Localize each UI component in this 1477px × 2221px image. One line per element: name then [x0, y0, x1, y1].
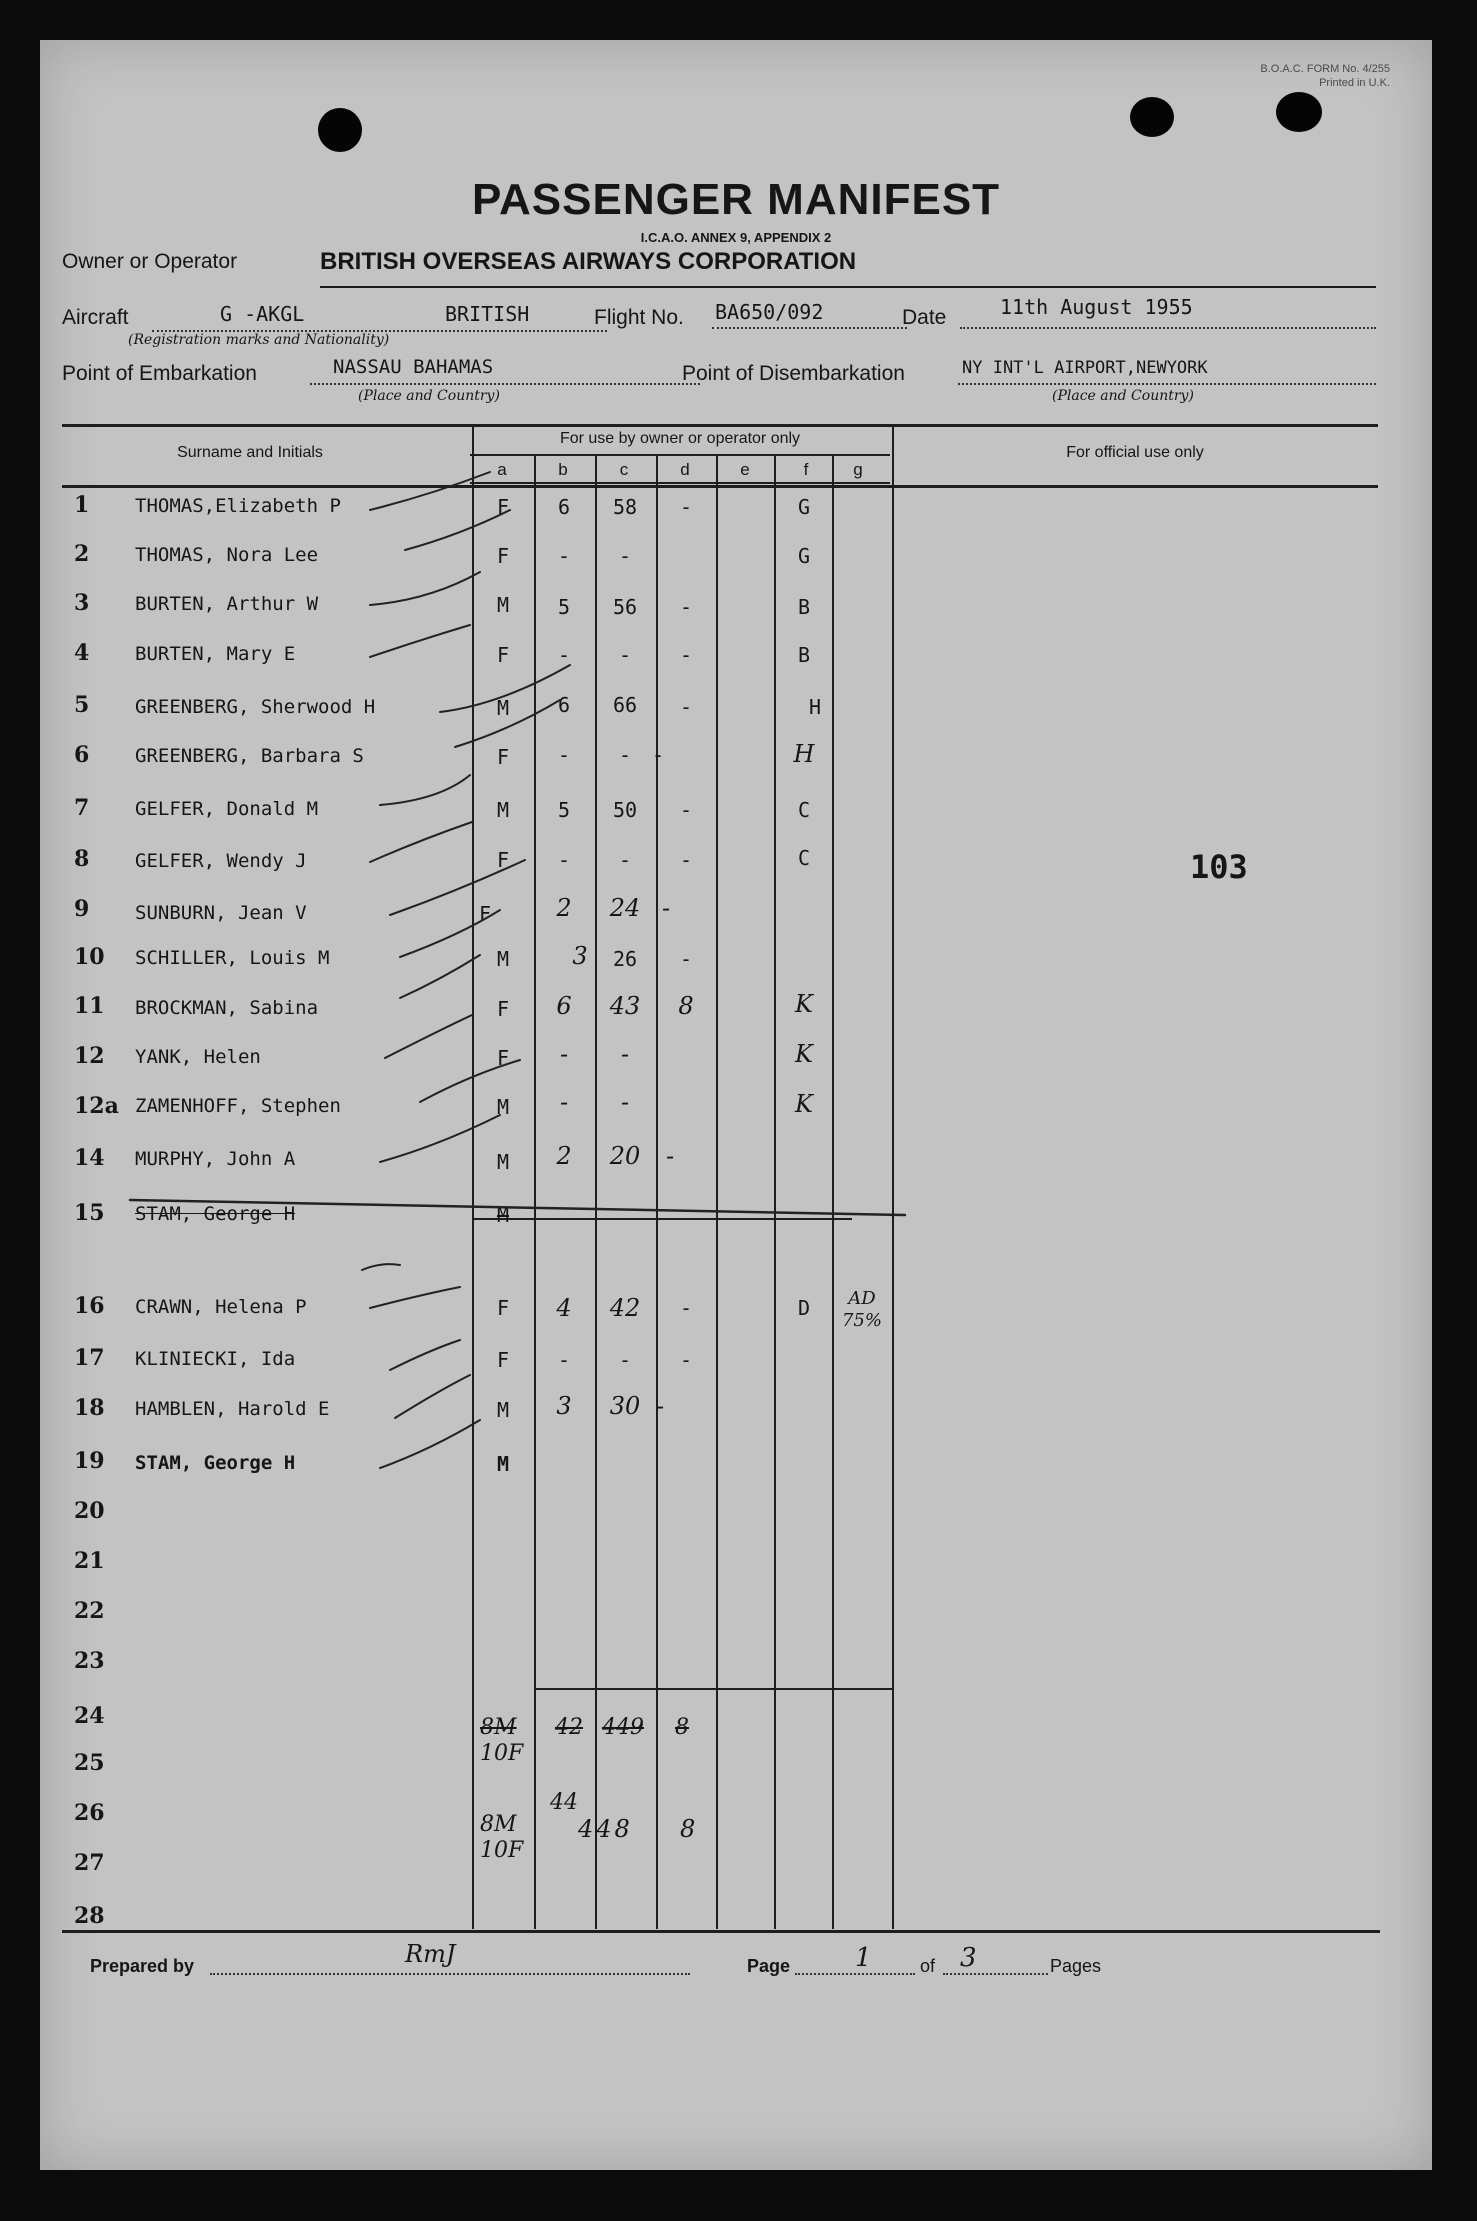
cell-a: M	[496, 696, 510, 720]
row-number: 12	[74, 1043, 105, 1069]
cell-f: G	[797, 544, 811, 568]
cell-f: B	[797, 643, 811, 667]
cell-d: -	[661, 894, 671, 922]
totals-struck-b: 42	[555, 1715, 583, 1740]
cell-d: -	[655, 1392, 665, 1420]
handwritten-connector-lines	[40, 40, 1432, 2170]
row-number: 4	[74, 640, 90, 666]
of-label: of	[920, 1956, 936, 1976]
subcol-g: g	[853, 460, 863, 479]
row-number: 20	[74, 1498, 105, 1524]
cell-b: 3	[572, 942, 588, 970]
row-number: 28	[74, 1903, 105, 1929]
row-number: 14	[74, 1145, 105, 1171]
passenger-name: GREENBERG, Sherwood H	[135, 696, 376, 718]
cell-c: 66	[612, 693, 638, 717]
prepared-by-signature: RmJ	[405, 1940, 456, 1968]
printed-in: Printed in U.K.	[1319, 77, 1390, 89]
row-number: 9	[74, 896, 90, 922]
official-use-header: For official use only	[1066, 444, 1204, 461]
row-number: 17	[74, 1345, 105, 1371]
row-number: 10	[74, 944, 105, 970]
cell-f: D	[797, 1296, 811, 1320]
connector-stroke	[370, 472, 490, 510]
cell-a: F	[496, 1046, 510, 1070]
passenger-name: MURPHY, John A	[135, 1148, 296, 1170]
row-number: 8	[74, 846, 90, 872]
totals-c: 448	[578, 1815, 633, 1843]
cell-b: 6	[556, 992, 572, 1020]
cell-c: -	[618, 643, 632, 667]
manifest-sheet	[40, 40, 1432, 2170]
cell-f: K	[795, 1040, 813, 1068]
embarkation-note: (Place and Country)	[358, 388, 500, 404]
cell-d: -	[679, 495, 693, 519]
subcol-e: e	[740, 460, 750, 479]
cell-d: -	[679, 595, 693, 619]
passenger-name: SCHILLER, Louis M	[135, 947, 330, 969]
cell-f: H	[793, 740, 815, 768]
passenger-name: BURTEN, Mary E	[135, 643, 296, 665]
cell-c: 42	[609, 1294, 641, 1322]
passenger-name: GREENBERG, Barbara S	[135, 745, 364, 767]
cell-c: 58	[612, 495, 638, 519]
disembarkation-note: (Place and Country)	[1052, 388, 1194, 404]
owner-use-header: For use by owner or operator only	[559, 430, 801, 447]
cell-b: 6	[557, 495, 571, 519]
cell-f: K	[795, 990, 813, 1018]
row-number: 3	[74, 590, 90, 616]
subcol-b: b	[558, 460, 568, 479]
cell-a: M	[496, 593, 510, 617]
row-number: 16	[74, 1293, 105, 1319]
subcol-f: f	[803, 460, 809, 479]
annex-reference: I.C.A.O. ANNEX 9, APPENDIX 2	[640, 230, 832, 245]
cell-d: -	[651, 743, 665, 767]
passenger-name: CRAWN, Helena P	[135, 1296, 307, 1318]
cell-a: F	[478, 902, 492, 926]
passenger-name: THOMAS, Nora Lee	[135, 544, 319, 566]
flight-label: Flight No.	[594, 306, 684, 329]
cell-a: M	[496, 947, 510, 971]
cell-b: 3	[556, 1392, 572, 1420]
cell-b: -	[559, 1040, 569, 1068]
cell-d: -	[679, 848, 693, 872]
owner-value: BRITISH OVERSEAS AIRWAYS CORPORATION	[320, 248, 857, 275]
disembarkation-value: NY INT'L AIRPORT,NEWYORK	[962, 358, 1208, 378]
row-number: 27	[74, 1850, 105, 1876]
disembarkation-label: Point of Disembarkation	[682, 362, 905, 385]
passenger-name: HAMBLEN, Harold E	[135, 1398, 330, 1420]
passenger-name: BURTEN, Arthur W	[135, 593, 319, 615]
flight-number: BA650/092	[715, 300, 824, 324]
row-number: 19	[74, 1448, 105, 1474]
subcol-d: d	[680, 460, 690, 479]
cell-d: -	[679, 798, 693, 822]
passenger-name: BROCKMAN, Sabina	[135, 997, 319, 1019]
cell-a: M	[496, 1452, 510, 1476]
cell-f: K	[795, 1090, 813, 1118]
cell-c: 26	[612, 947, 638, 971]
cell-a: F	[496, 544, 510, 568]
passenger-name: ZAMENHOFF, Stephen	[135, 1095, 341, 1117]
aircraft-label: Aircraft	[62, 306, 129, 329]
cell-d: 8	[678, 992, 694, 1020]
passenger-name: KLINIECKI, Ida	[135, 1348, 296, 1370]
totals-d: 8	[680, 1815, 696, 1843]
passenger-name: STAM, George H	[135, 1452, 296, 1474]
row-number: 12a	[74, 1093, 119, 1119]
cell-c: 43	[609, 992, 641, 1020]
row-number: 5	[74, 692, 90, 718]
cell-d: -	[679, 643, 693, 667]
cell-a: F	[496, 643, 510, 667]
passenger-name: STAM, George H	[135, 1203, 296, 1225]
cell-c: 20	[609, 1142, 641, 1170]
passenger-name: SUNBURN, Jean V	[135, 902, 307, 924]
row-number: 26	[74, 1800, 105, 1826]
row-number: 21	[74, 1548, 105, 1574]
totals-a: 8M 10F	[480, 1812, 524, 1863]
cell-a: M	[496, 1095, 510, 1119]
cell-g: AD 75%	[841, 1288, 882, 1331]
cell-b: -	[557, 643, 571, 667]
passenger-name: YANK, Helen	[135, 1046, 261, 1068]
cell-b: -	[559, 1088, 569, 1116]
cell-c: -	[618, 544, 632, 568]
form-reference: B.O.A.C. FORM No. 4/255	[1260, 63, 1390, 75]
cell-d: -	[679, 1348, 693, 1372]
page-title: PASSENGER MANIFEST	[471, 175, 1001, 224]
cell-d: -	[679, 1296, 693, 1320]
pages-label: Pages	[1050, 1956, 1102, 1976]
cell-c: 56	[612, 595, 638, 619]
cell-b: 5	[557, 798, 571, 822]
date-label: Date	[902, 306, 947, 329]
cell-a: F	[496, 495, 510, 519]
aircraft-note: (Registration marks and Nationality)	[128, 332, 390, 348]
cell-a: M	[496, 1398, 510, 1422]
cell-d: -	[679, 695, 693, 719]
cell-c: -	[620, 1040, 630, 1068]
row-number: 18	[74, 1395, 105, 1421]
page-number: 1	[855, 1943, 872, 1973]
row-number: 2	[74, 541, 90, 567]
row-number: 24	[74, 1703, 105, 1729]
row-number: 7	[74, 795, 90, 821]
cell-c: 30	[609, 1392, 641, 1420]
cell-b: 2	[556, 1142, 572, 1170]
surname-column-header: Surname and Initials	[177, 444, 323, 461]
cell-f: C	[797, 846, 811, 870]
cell-d: -	[679, 947, 693, 971]
row-number: 15	[74, 1200, 105, 1226]
row-number: 11	[74, 993, 105, 1019]
cell-b: 2	[556, 894, 572, 922]
cell-b: -	[557, 1348, 571, 1372]
cell-a: F	[496, 1296, 510, 1320]
cell-c: 24	[609, 894, 641, 922]
cell-b: 6	[557, 693, 571, 717]
subcol-a: a	[497, 460, 507, 479]
cell-c: -	[618, 1348, 632, 1372]
date-value: 11th August 1955	[1000, 295, 1193, 319]
passenger-name: GELFER, Wendy J	[135, 850, 307, 872]
row-number: 23	[74, 1648, 105, 1674]
passenger-name: THOMAS,Elizabeth P	[135, 495, 341, 517]
cell-a: F	[496, 848, 510, 872]
row-number: 6	[74, 742, 90, 768]
row-number: 1	[74, 492, 90, 518]
embarkation-label: Point of Embarkation	[62, 362, 257, 385]
row-number: 25	[74, 1750, 105, 1776]
cell-d: -	[665, 1142, 675, 1170]
cell-c: -	[618, 743, 632, 767]
cell-a: F	[496, 1348, 510, 1372]
embarkation-value: NASSAU BAHAMAS	[333, 356, 494, 378]
cell-a: F	[496, 997, 510, 1021]
owner-label: Owner or Operator	[62, 250, 238, 273]
cell-b: -	[557, 848, 571, 872]
cell-c: 50	[612, 798, 638, 822]
passenger-name: GELFER, Donald M	[135, 798, 319, 820]
aircraft-nationality: BRITISH	[445, 302, 530, 326]
totals-b: 44	[550, 1790, 578, 1815]
cell-b: -	[557, 544, 571, 568]
cell-a: M	[496, 798, 510, 822]
totals-struck-c: 449	[602, 1715, 644, 1740]
cell-a: M	[496, 1203, 510, 1227]
connector-stroke	[405, 510, 510, 550]
totals-struck-d: 8	[675, 1715, 689, 1740]
prepared-by-label: Prepared by	[90, 1956, 195, 1976]
aircraft-registration: G -AKGL	[220, 302, 305, 326]
cell-b: 5	[557, 595, 571, 619]
row-number: 22	[74, 1598, 105, 1624]
cell-c: -	[618, 848, 632, 872]
page-label: Page	[747, 1956, 791, 1976]
cell-f: C	[797, 798, 811, 822]
cell-b: 4	[556, 1294, 572, 1322]
cell-b: -	[557, 743, 571, 767]
official-number: 103	[1190, 848, 1248, 886]
cell-f: G	[797, 495, 811, 519]
subcol-c: c	[619, 460, 629, 479]
page-total: 3	[960, 1943, 977, 1973]
cell-c: -	[620, 1088, 630, 1116]
cell-a: M	[496, 1150, 510, 1174]
cell-f: H	[808, 695, 822, 719]
totals-struck-a: 8M 10F	[480, 1715, 524, 1766]
cell-f: B	[797, 595, 811, 619]
cell-a: F	[496, 745, 510, 769]
